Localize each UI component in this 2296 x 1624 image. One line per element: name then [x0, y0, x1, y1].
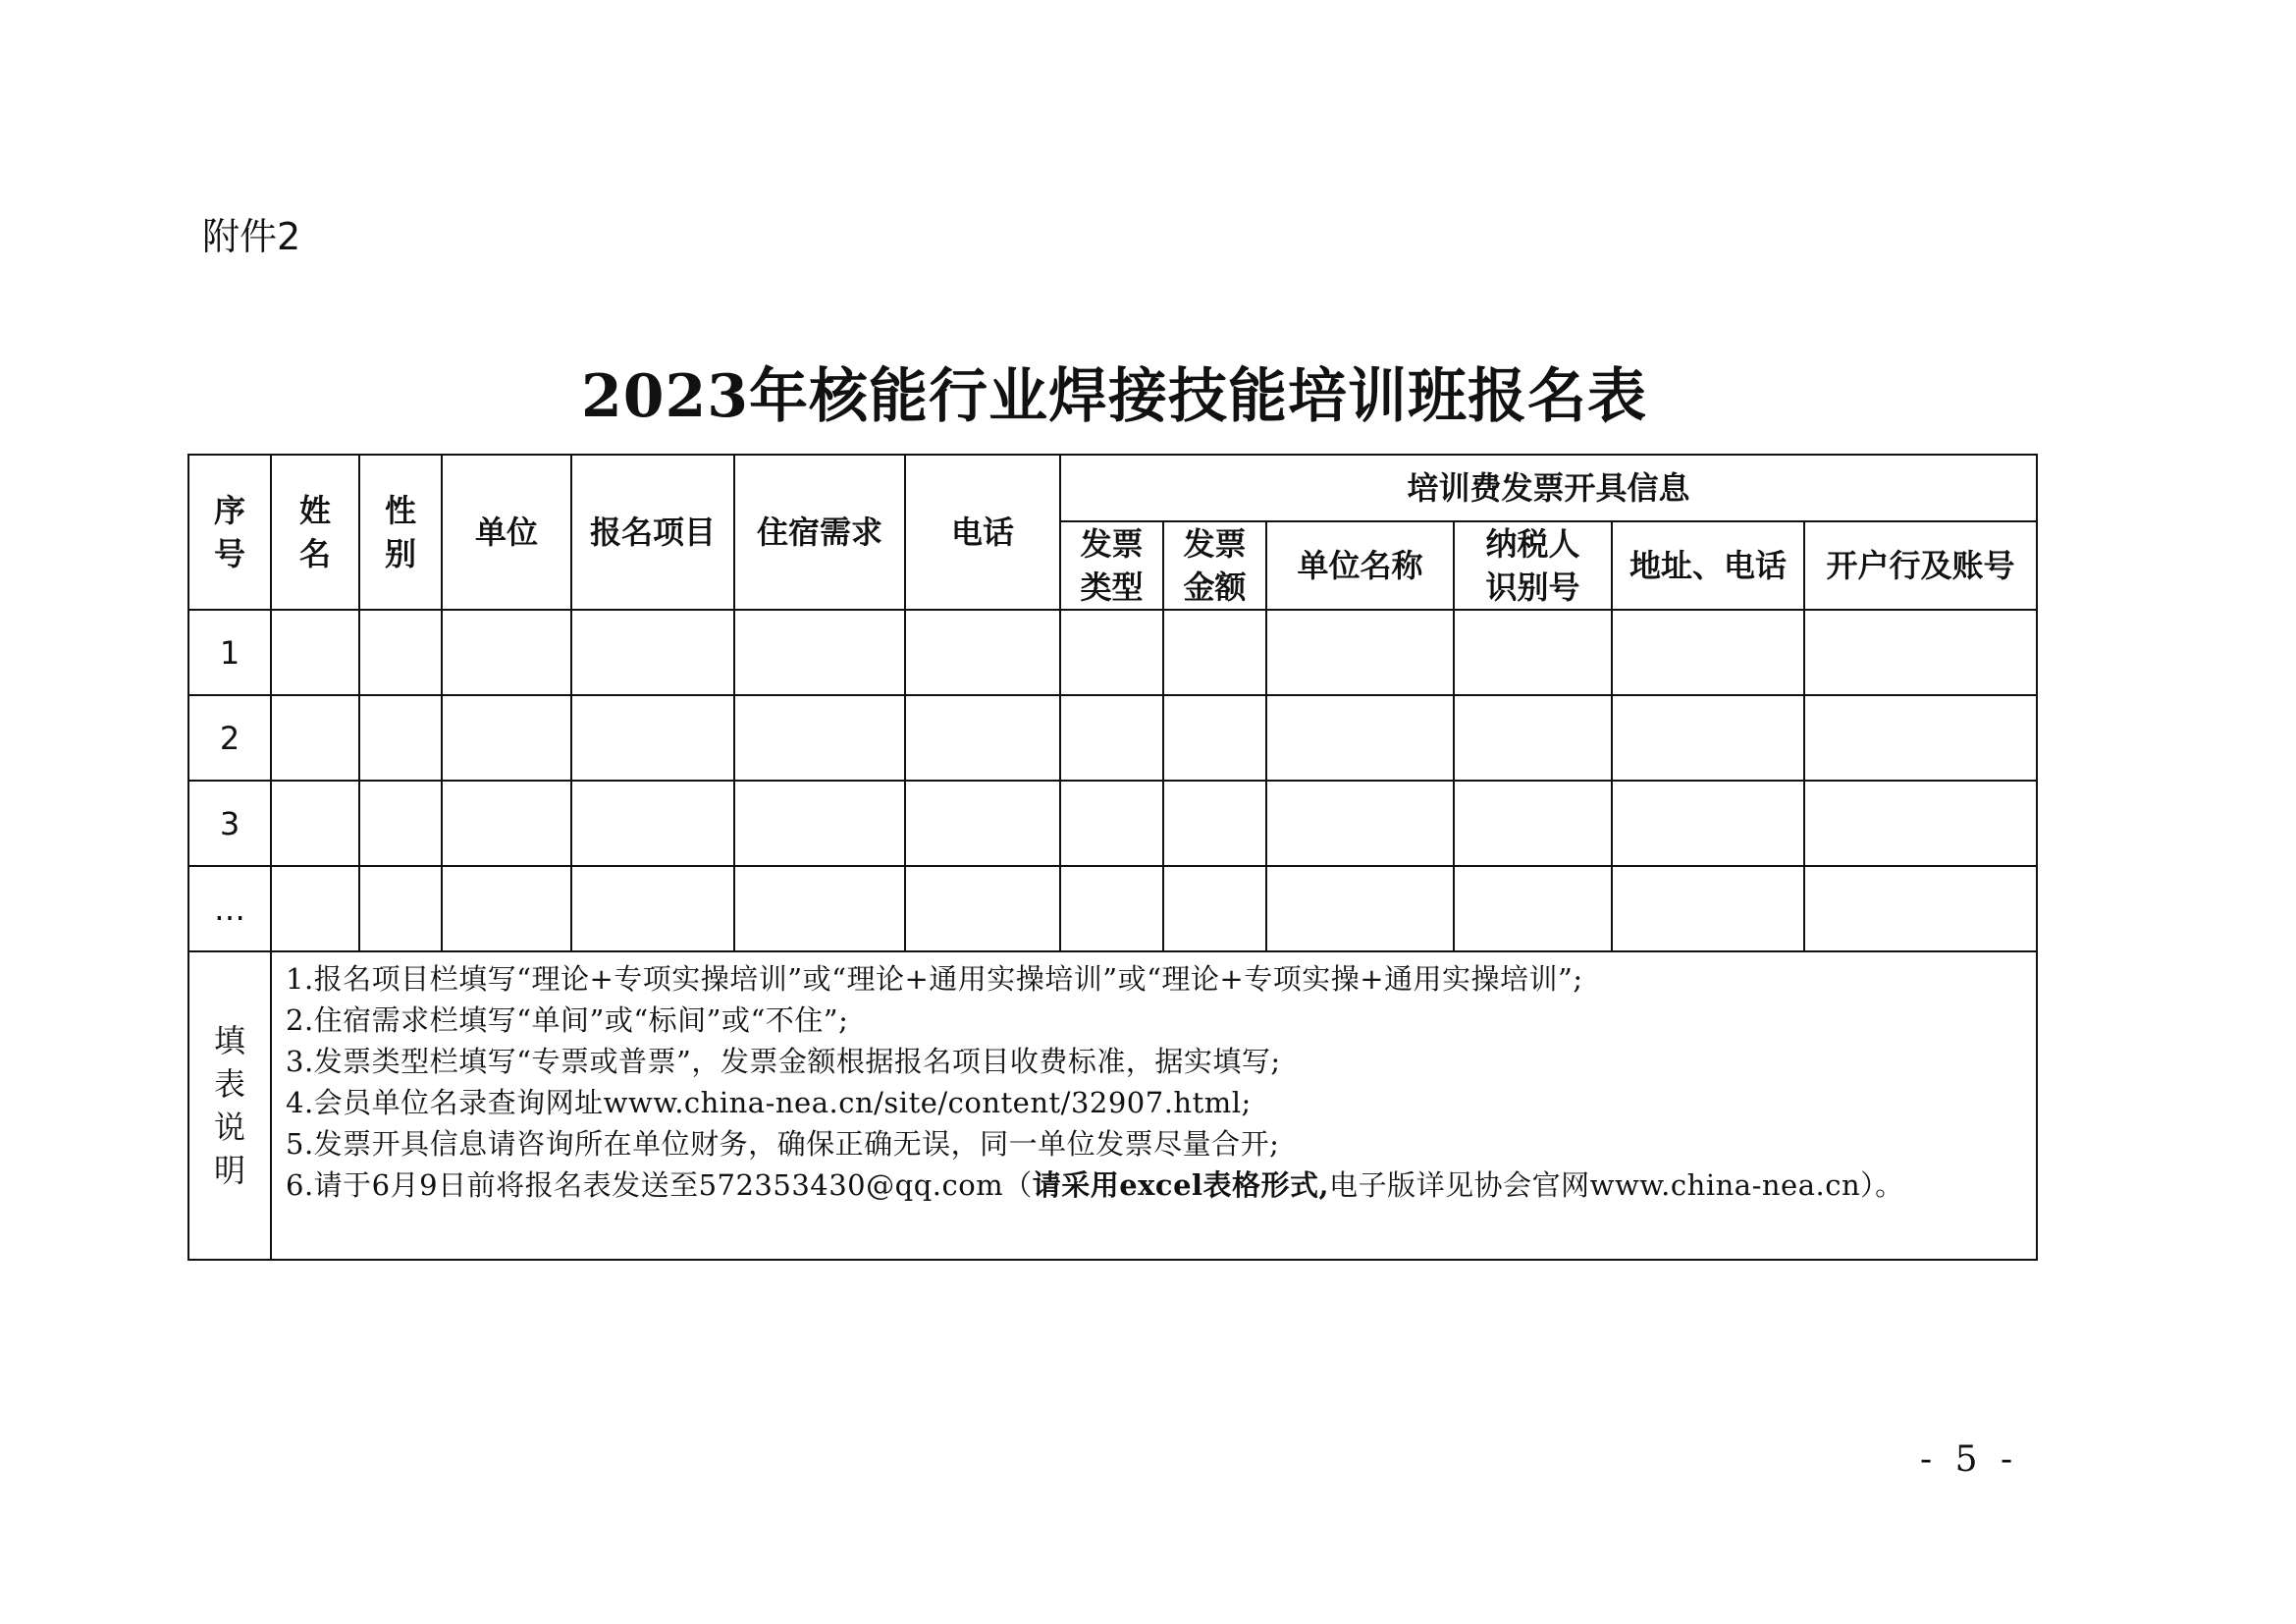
cell-bank-account[interactable] [1804, 610, 2037, 695]
header-lodging: 住宿需求 [734, 455, 905, 610]
note-line-6-part-1: 6.请于6月9日前将报名表发送至572353430@qq.com（ [286, 1168, 1033, 1202]
header-taxpayer-id: 纳税人识别号 [1454, 521, 1612, 610]
cell-bank-account[interactable] [1804, 781, 2037, 866]
cell-bank-account[interactable] [1804, 866, 2037, 951]
cell-phone[interactable] [905, 781, 1060, 866]
cell-company-name[interactable] [1266, 695, 1454, 781]
header-invoice-type: 发票类型 [1060, 521, 1163, 610]
page-number: - 5 - [1920, 1439, 2019, 1480]
note-line-6-bold: 请采用excel表格形式, [1032, 1168, 1330, 1202]
note-line: 4.会员单位名录查询网址www.china-nea.cn/site/content/32907.html; [286, 1086, 1252, 1119]
cell-phone[interactable] [905, 695, 1060, 781]
cell-address-phone[interactable] [1612, 610, 1804, 695]
cell-project[interactable] [571, 610, 734, 695]
cell-lodging[interactable] [734, 610, 905, 695]
cell-name[interactable] [271, 610, 359, 695]
notes-content [271, 951, 2037, 1260]
cell-unit[interactable] [442, 610, 571, 695]
cell-address-phone[interactable] [1612, 781, 1804, 866]
cell-taxpayer-id[interactable] [1454, 610, 1612, 695]
cell-project[interactable] [571, 781, 734, 866]
table-row [188, 695, 2037, 781]
row-seq: 2 [188, 695, 271, 781]
cell-gender[interactable] [359, 781, 442, 866]
cell-gender[interactable] [359, 866, 442, 951]
table-row [188, 866, 2037, 951]
cell-invoice-amount[interactable] [1163, 695, 1266, 781]
cell-unit[interactable] [442, 781, 571, 866]
cell-name[interactable] [271, 695, 359, 781]
note-line: 2.住宿需求栏填写“单间”或“标间”或“不住”; [286, 1003, 849, 1037]
header-company-name: 单位名称 [1266, 521, 1454, 610]
cell-bank-account[interactable] [1804, 695, 2037, 781]
note-line-6 [286, 1164, 2036, 1206]
header-bank-account: 开户行及账号 [1804, 521, 2037, 610]
cell-invoice-type[interactable] [1060, 695, 1163, 781]
header-phone: 电话 [905, 455, 1060, 610]
cell-invoice-amount[interactable] [1163, 781, 1266, 866]
cell-company-name[interactable] [1266, 781, 1454, 866]
cell-name[interactable] [271, 866, 359, 951]
row-seq: … [188, 866, 271, 951]
cell-taxpayer-id[interactable] [1454, 781, 1612, 866]
table-row [188, 610, 2037, 695]
cell-project[interactable] [571, 695, 734, 781]
notes-row [188, 951, 2037, 1260]
cell-unit[interactable] [442, 866, 571, 951]
header-invoice-group: 培训费发票开具信息 [1060, 455, 2037, 521]
cell-gender[interactable] [359, 610, 442, 695]
cell-company-name[interactable] [1266, 866, 1454, 951]
cell-project[interactable] [571, 866, 734, 951]
attachment-label: 附件2 [202, 215, 301, 258]
cell-address-phone[interactable] [1612, 866, 1804, 951]
form-title: 2023年核能行业焊接技能培训班报名表 [581, 362, 1647, 431]
cell-unit[interactable] [442, 695, 571, 781]
cell-phone[interactable] [905, 610, 1060, 695]
note-line: 5.发票开具信息请咨询所在单位财务，确保正确无误，同一单位发票尽量合开; [286, 1127, 1280, 1161]
note-line: 1.报名项目栏填写“理论+专项实操培训”或“理论+通用实操培训”或“理论+专项实操+通用实操培训”; [286, 962, 1583, 996]
header-seq: 序号 [188, 455, 271, 610]
cell-name[interactable] [271, 781, 359, 866]
cell-lodging[interactable] [734, 695, 905, 781]
cell-invoice-amount[interactable] [1163, 610, 1266, 695]
row-seq: 1 [188, 610, 271, 695]
cell-taxpayer-id[interactable] [1454, 866, 1612, 951]
registration-table [187, 454, 2038, 1261]
header-project: 报名项目 [571, 455, 734, 610]
cell-invoice-type[interactable] [1060, 610, 1163, 695]
cell-invoice-type[interactable] [1060, 781, 1163, 866]
header-invoice-amount: 发票金额 [1163, 521, 1266, 610]
cell-taxpayer-id[interactable] [1454, 695, 1612, 781]
cell-lodging[interactable] [734, 781, 905, 866]
header-name: 姓名 [271, 455, 359, 610]
header-address-phone: 地址、电话 [1612, 521, 1804, 610]
table-row [188, 781, 2037, 866]
cell-lodging[interactable] [734, 866, 905, 951]
header-unit: 单位 [442, 455, 571, 610]
cell-invoice-type[interactable] [1060, 866, 1163, 951]
header-gender: 性别 [359, 455, 442, 610]
cell-invoice-amount[interactable] [1163, 866, 1266, 951]
note-line: 3.发票类型栏填写“专票或普票”，发票金额根据报名项目收费标准，据实填写; [286, 1045, 1281, 1078]
header-row-1 [188, 455, 2037, 521]
cell-gender[interactable] [359, 695, 442, 781]
row-seq: 3 [188, 781, 271, 866]
note-line-6-part-2: 电子版详见协会官网www.china-nea.cn）。 [1329, 1168, 1904, 1202]
notes-label: 填表说明 [188, 951, 271, 1260]
cell-company-name[interactable] [1266, 610, 1454, 695]
cell-phone[interactable] [905, 866, 1060, 951]
cell-address-phone[interactable] [1612, 695, 1804, 781]
